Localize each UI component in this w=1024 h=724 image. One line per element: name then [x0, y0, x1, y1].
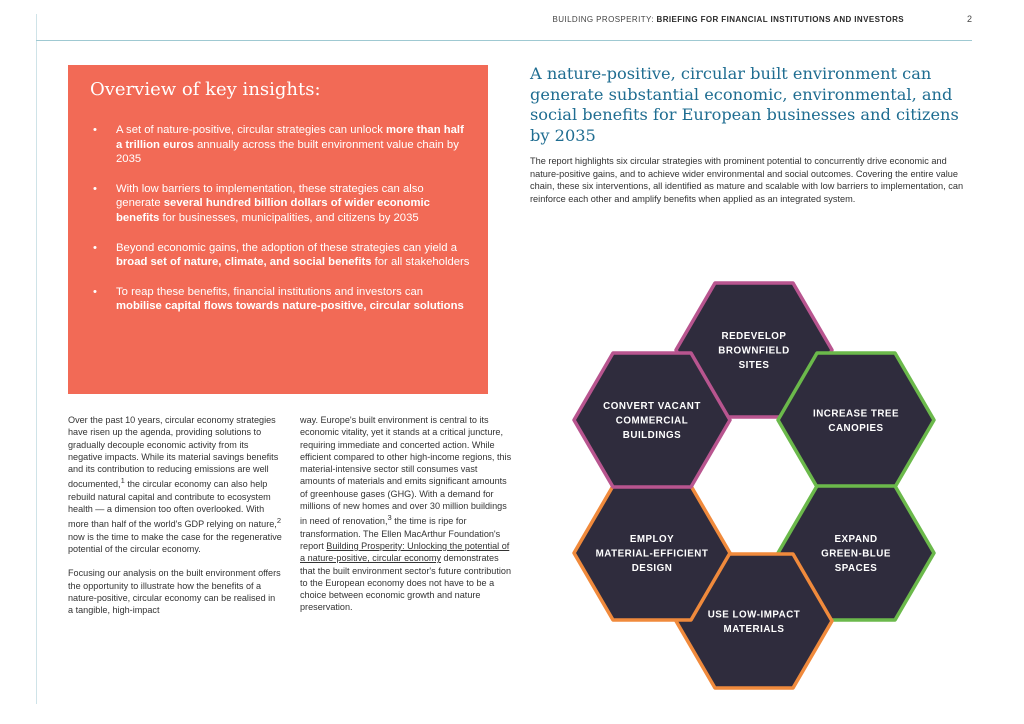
page-number: 2: [967, 14, 973, 24]
header-title: BRIEFING FOR FINANCIAL INSTITUTIONS AND INVESTORS: [656, 15, 904, 24]
hexagon-label: GREEN-BLUE: [821, 548, 891, 560]
bullet-icon: •: [93, 285, 97, 298]
footnote-ref[interactable]: 1: [120, 476, 125, 486]
hexagon-label: INCREASE TREE: [813, 408, 899, 420]
body-paragraph: Focusing our analysis on the built environment offers the opportunity to illustrate how the benefits of a nature-positive, circular economy can be realised in a tangible, high-impact: [68, 568, 281, 616]
hexagon-label: SITES: [738, 360, 770, 371]
insight-highlight: broad set of nature, climate, and social benefits: [116, 256, 372, 269]
body-text: the circular economy can also help rebuild natural capital and contribute to ecosystem health — a dimension too often overlooked. With more than half of the world's GDP relying on nature,: [68, 479, 277, 530]
insight-text: A set of nature-positive, circular strategies can unlock: [116, 124, 386, 136]
section-intro: The report highlights six circular strategies with prominent potential to concurrently drive economic and nature-positive gains, and to achieve wider environmental and social outcomes. Covering the entire value chain, these six interventions, all identified as mature and scalable with low barriers to implementation, can reinforce each other and amplify benefits when applied as an integrated system.: [530, 156, 964, 204]
hexagon-label: USE LOW-IMPACT: [707, 609, 801, 621]
insight-highlight: mobilise capital flows towards nature-positive, circular solutions: [116, 300, 464, 313]
insight-text: for all stakeholders: [371, 256, 470, 269]
hexagon-label: MATERIAL-EFFICIENT: [595, 548, 709, 560]
insight-text: annually across the built environment value chain by 2035: [116, 138, 459, 166]
hexagon-label: DESIGN: [631, 563, 673, 574]
insight-text: for businesses, municipalities, and citizens by 2035: [159, 211, 419, 224]
body-text: demonstrates that the built environment sector's future contribution to the European economy does not have to be a choice between economic growth and nature preservation.: [300, 553, 512, 613]
hexagon-label: CONVERT VACANT: [603, 401, 701, 412]
bullet-icon: •: [93, 182, 97, 195]
hexagon-label: MATERIALS: [723, 623, 785, 635]
report-link[interactable]: Building Prosperity: Unlocking the potential of a nature-positive, circular economy: [300, 541, 510, 564]
hexagon-label: REDEVELOP: [721, 331, 787, 342]
body-text: the time is ripe for transformation. The Ellen MacArthur Foundation's report: [300, 516, 501, 551]
body-text: way. Europe's built environment is central to its economic vitality, yet it stands at a critical juncture, requiring immediate and concerted action. While efficient compared to other high-income regions, this material-intensive sector still consumes vast amounts of materials and emits significant amounts of greenhouse gases (GHG). With a demand for millions of new homes and over 30 million buildings in need of renovation,: [300, 415, 512, 527]
key-insights-title: Overview of key insights:: [90, 79, 321, 100]
insight-text: Beyond economic gains, the adoption of these strategies can yield a: [116, 241, 458, 254]
footnote-ref[interactable]: 2: [276, 516, 282, 526]
hexagon-label: BUILDINGS: [622, 430, 682, 441]
bullet-icon: •: [93, 124, 97, 136]
hexagon-label: EXPAND: [834, 534, 878, 545]
hexagon-label: COMMERCIAL: [615, 415, 689, 427]
footnote-ref[interactable]: 3: [387, 513, 392, 523]
section-heading: A nature-positive, circular built environment can generate substantial economic, environmental, and social benefits for European businesses and citizens by 2035: [530, 64, 959, 145]
bullet-icon: •: [93, 241, 97, 254]
hexagon-label: SPACES: [834, 563, 878, 574]
hexagon-label: CANOPIES: [828, 422, 884, 434]
insight-highlight: several hundred billion dollars of wider economic benefits: [116, 197, 430, 224]
body-text: Over the past 10 years, circular economy strategies have risen up the agenda, providing solutions to gradually decouple economic activity from its negative impacts. While its material savings benefits and its contribution to reducing emissions are well documented,: [68, 415, 279, 490]
body-text: now is the time to make the case for the regenerative potential of the circular economy.: [68, 531, 282, 555]
insight-highlight: more than half a trillion euros: [116, 124, 464, 151]
hexagon-label: EMPLOY: [629, 534, 675, 545]
insight-text: With low barriers to implementation, these strategies can also generate: [116, 182, 424, 210]
header-prefix: BUILDING PROSPERITY:: [552, 15, 654, 24]
hexagon-label: BROWNFIELD: [718, 345, 790, 357]
insight-text: To reap these benefits, financial institutions and investors can: [116, 285, 424, 298]
